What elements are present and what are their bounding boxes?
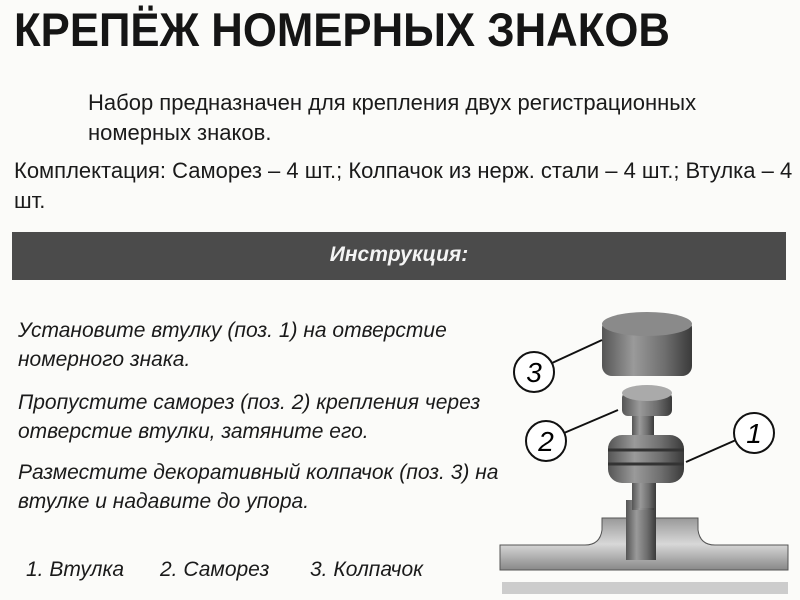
svg-text:1: 1 — [746, 418, 762, 449]
svg-text:2: 2 — [538, 426, 554, 457]
instructions-heading: Инструкция: — [329, 243, 469, 266]
legend-item-bushing: 1. Втулка — [26, 558, 125, 581]
kit-contents: Комплектация: Саморез – 4 шт.; Колпачок из нерж. стали – 4 шт.; Втулка – 4 шт. — [14, 158, 793, 213]
svg-text:3: 3 — [526, 357, 542, 388]
step-2: Пропустите саморез (поз. 2) крепления через отверстие втулки, затяните его. — [18, 391, 481, 443]
instructions-header-bar — [12, 232, 786, 280]
bushing-icon — [608, 435, 684, 508]
callout-2 — [526, 410, 618, 461]
callout-3 — [514, 340, 602, 392]
step-3: Разместите декоративный колпачок (поз. 3) на втулке и надавите до упора. — [18, 461, 499, 513]
assembly-diagram — [490, 300, 800, 600]
description: Набор предназначен для крепления двух регистрационных номерных знаков. — [88, 90, 697, 145]
legend-item-screw: 2. Саморез — [160, 558, 270, 581]
page-title: КРЕПЁЖ НОМЕРНЫХ ЗНАКОВ — [14, 3, 670, 56]
step-1: Установите втулку (поз. 1) на отверстие номерного знака. — [18, 319, 447, 371]
cap-icon — [602, 312, 692, 376]
callout-1 — [686, 413, 774, 462]
legend-item-cap: 3. Колпачок — [310, 558, 424, 581]
